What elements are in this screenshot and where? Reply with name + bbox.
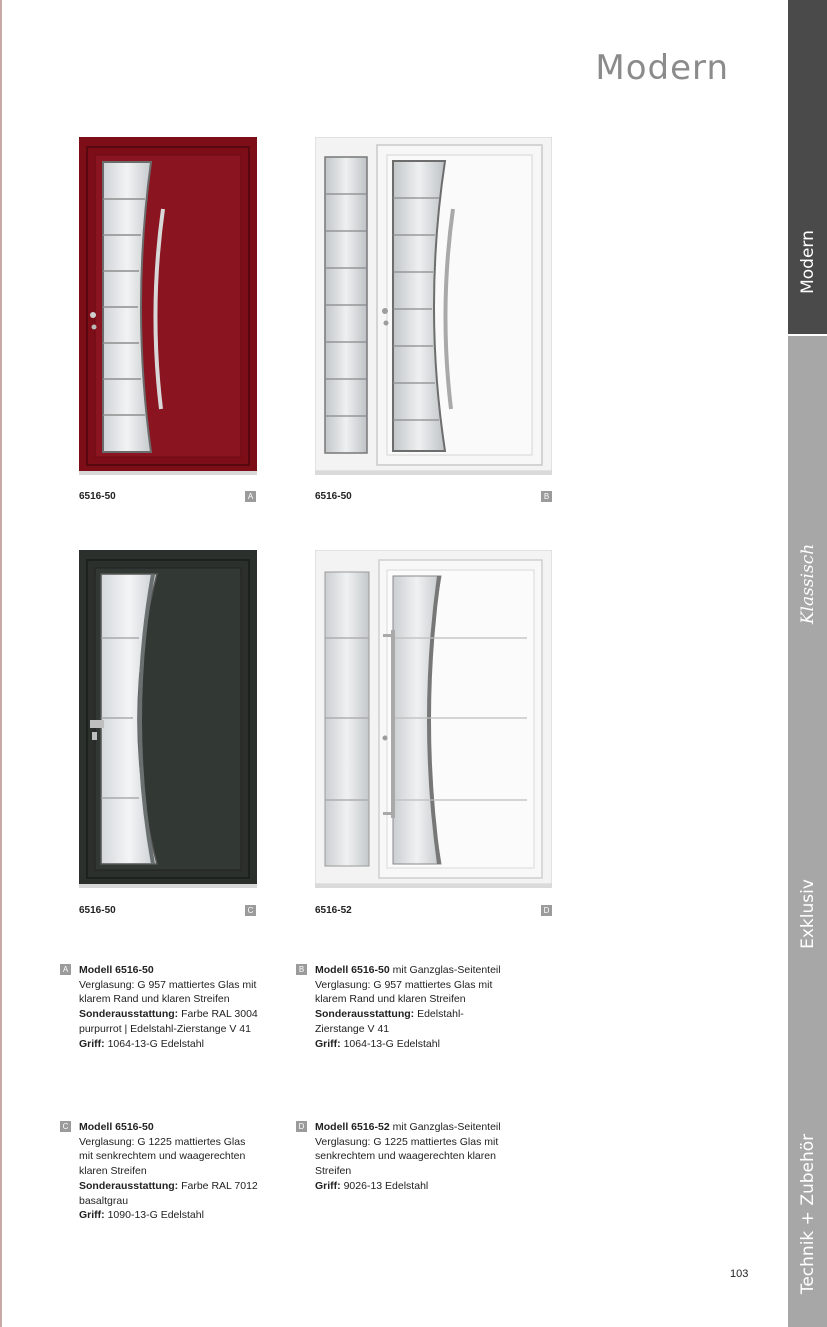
- page-edge: [0, 0, 2, 1327]
- special-label: Sonderausstattung:: [315, 1008, 415, 1021]
- description-letter-d: D: [296, 1121, 307, 1132]
- handle-text: 1064-13-G Edelstahl: [343, 1037, 440, 1050]
- handle-text: 9026-13 Edelstahl: [343, 1179, 429, 1192]
- special-label: Sonderausstattung:: [79, 1008, 179, 1021]
- door-code-a: 6516-50: [79, 491, 116, 502]
- page-title: Modern: [595, 48, 729, 88]
- door-letter-c: C: [245, 905, 256, 916]
- tab-klassisch[interactable]: [788, 526, 827, 646]
- glazing-text: Verglasung: G 1225 mattiertes Glas mit senkrechtem und waagerechten klaren Streifen: [315, 1135, 499, 1178]
- model-name: Modell 6516-50: [79, 964, 154, 976]
- glazing-text: Verglasung: G 1225 mattiertes Glas mit senkrechtem und waagerechten klaren Streifen: [79, 1135, 246, 1178]
- tab-group: [788, 336, 827, 1327]
- tab-exklusiv-label: Exklusiv: [797, 879, 818, 949]
- handle-label: Griff:: [79, 1209, 105, 1222]
- tab-klassisch-label: Klassisch: [797, 543, 818, 625]
- description-letter-b: B: [296, 964, 307, 975]
- handle-label: Griff:: [315, 1037, 341, 1050]
- model-suffix: mit Ganzglas-Seitenteil: [392, 1121, 501, 1133]
- door-letter-d: D: [541, 905, 552, 916]
- special-text: Edelstahl-Zierstange V 41: [315, 1008, 464, 1035]
- handle-label: Griff:: [79, 1037, 105, 1050]
- page-number: 103: [730, 1268, 749, 1280]
- door-letter-b: B: [541, 491, 552, 502]
- tab-modern[interactable]: [788, 0, 827, 334]
- model-name: Modell 6516-50: [315, 964, 390, 976]
- description-letter-a: A: [60, 964, 71, 975]
- model-name: Modell 6516-50: [79, 1121, 154, 1133]
- glazing-text: Verglasung: G 957 mattiertes Glas mit klarem Rand und klaren Streifen: [79, 978, 257, 1006]
- description-b: [298, 963, 515, 1051]
- glazing-text: Verglasung: G 957 mattiertes Glas mit klarem Rand und klaren Streifen: [315, 978, 493, 1006]
- model-suffix: mit Ganzglas-Seitenteil: [392, 964, 501, 976]
- description-letter-c: C: [60, 1121, 71, 1132]
- special-label: Sonderausstattung:: [79, 1179, 179, 1192]
- description-c: [62, 1120, 279, 1223]
- handle-text: 1090-13-G Edelstahl: [107, 1209, 204, 1222]
- door-letter-a: A: [245, 491, 256, 502]
- description-a: [62, 963, 279, 1051]
- side-nav: [788, 0, 827, 1327]
- special-text: Farbe RAL 7012 basaltgrau: [79, 1179, 258, 1207]
- door-image-c: [79, 550, 257, 888]
- door-code-c: 6516-50: [79, 905, 116, 916]
- door-image-a: [79, 137, 257, 475]
- door-image-b: [315, 137, 552, 475]
- handle-label: Griff:: [315, 1179, 341, 1192]
- description-d: [298, 1120, 515, 1194]
- door-code-d: 6516-52: [315, 905, 352, 916]
- door-image-d: [315, 550, 552, 888]
- tab-technik-zubehoer[interactable]: [788, 1106, 827, 1306]
- tab-technik-label: Technik + Zubehör: [797, 1133, 818, 1295]
- door-code-b: 6516-50: [315, 491, 352, 502]
- tab-modern-label: Modern: [797, 230, 818, 294]
- handle-text: 1064-13-G Edelstahl: [107, 1037, 204, 1050]
- model-name: Modell 6516-52: [315, 1121, 390, 1133]
- special-text: Farbe RAL 3004 purpurrot | Edelstahl-Zierstange V 41: [79, 1008, 258, 1035]
- tab-exklusiv[interactable]: [788, 856, 827, 976]
